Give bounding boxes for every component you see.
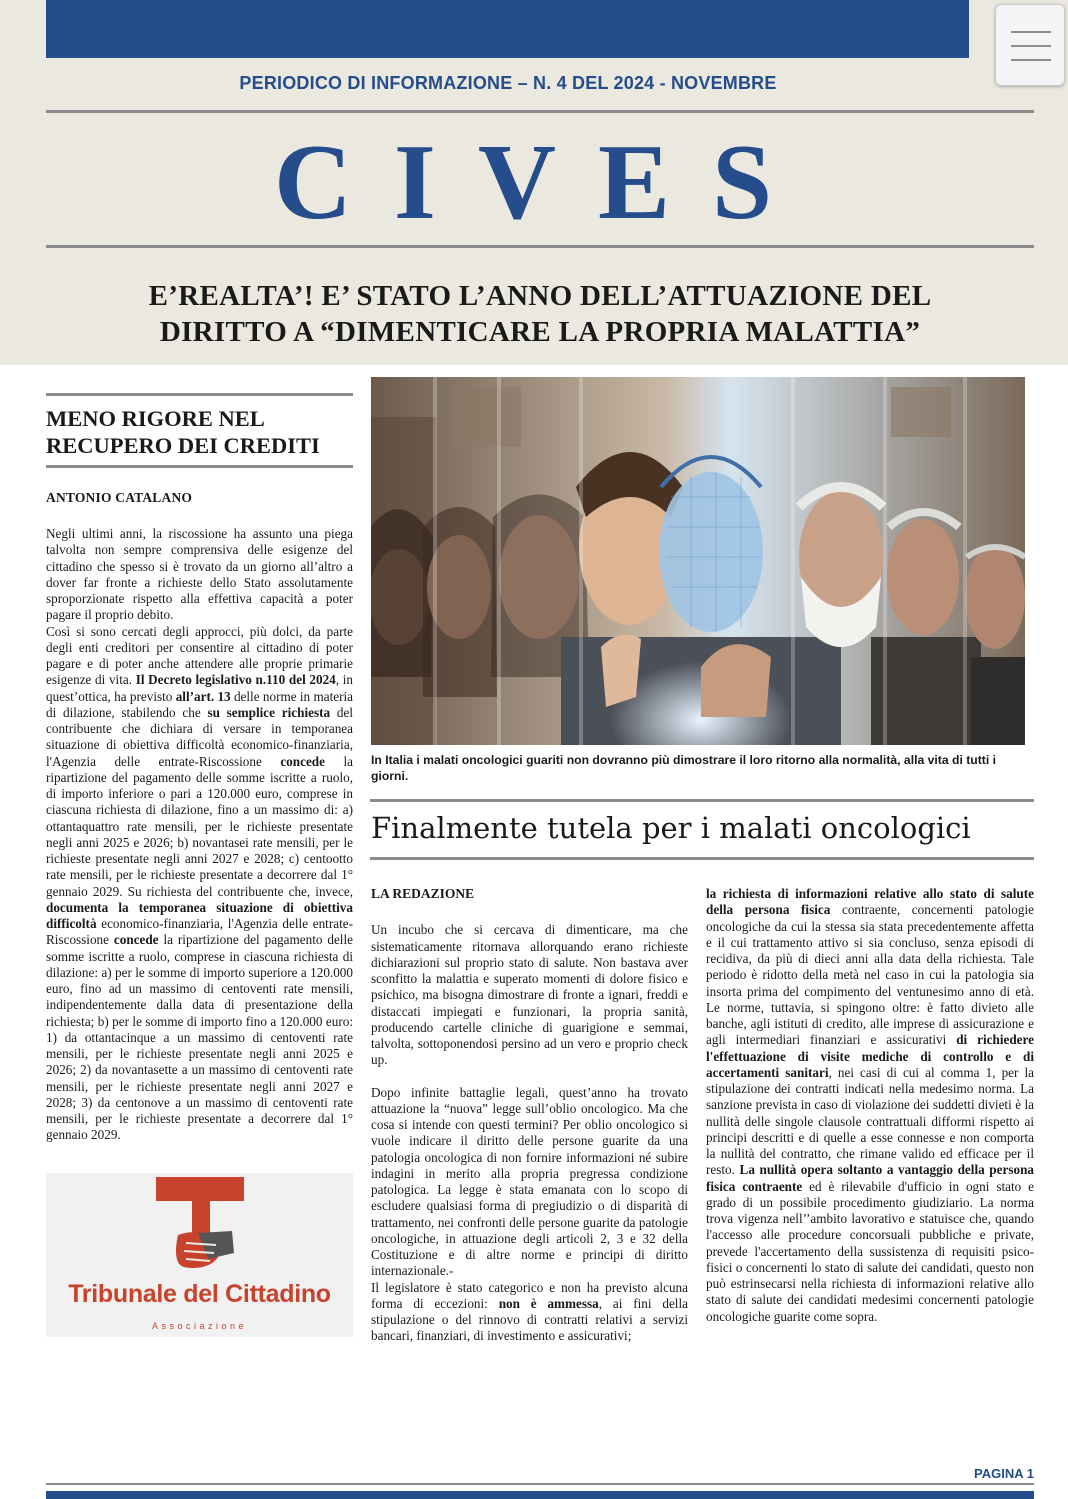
- main-article-column-1: [371, 886, 688, 1345]
- gavel-hand-icon: [46, 1173, 353, 1283]
- menu-line: [1011, 59, 1051, 61]
- divider: [370, 857, 1034, 860]
- article-photo: [371, 377, 1025, 745]
- photo-caption: In Italia i malati oncologici guariti non dovranno più dimostrare il loro ritorno alla normalità, alla vita di tutti i giorni.: [371, 753, 997, 783]
- logo-name: Tribunale del Cittadino: [68, 1280, 331, 1308]
- newspaper-title: CIVES: [273, 123, 815, 242]
- paragraph: Il legislatore è stato categorico e non ha previsto alcuna forma di eccezioni: non è ammessa, ai fini della stipulazione o del rinnovo di contratti relativi a servizi bancari, finanziari, di investimento e assicurativi;: [371, 1279, 688, 1344]
- paragraph: Così si sono cercati degli approcci, più dolci, da parte degli enti creditori per consentire al cittadino di poter pagare e di poter anche attendere alle proprie primarie esigenze di vita. Il Decreto legislativo n.110 del 2024, in quest’ottica, ha previsto all’art. 13 delle norme in materia di dilazione, stabilendo che su semplice richiesta del contribuente che dichiara di versare in temporanea situazione di obiettiva difficoltà economico-finanziaria, l'Agenzia delle entrate-Riscossione concede la ripartizione del pagamento delle somme iscritte a ruolo, di importo inferiore o pari a 120.000 euro, comprese in ciascuna richiesta di dilazione, fino a un massimo di: a) ottantaquattro rate mensili, per le richieste presentate negli anni 2025 e 2026; b) novantasei rate mensili, per le richieste presentate negli anni 2027 e 2028; c) centootto rate mensili, per le richieste presentate a decorrere dal 1° gennaio 2029. Su richiesta del contribuente che, invece, documenta la temporanea situazione di obiettiva difficoltà economico-finanziaria, l'Agenzia delle entrate-Riscossione concede la ripartizione del pagamento delle somme iscritte a ruolo, comprese in ciascuna richiesta di dilazione: a) per le somme di importo superiore a 120.000 euro, fino ad un massimo di centoventi rate mensili, indipendentemente dalla data di presentazione della richiesta; b) per le somme di importo fino a 120.000 euro: 1) da ottantacinque a un massimo di centoventi rate mensili, per le richieste presentate negli anni 2025 e 2026; 2) da novantasette a un massimo di centoventi rate mensili, per le richieste presentate negli anni 2027 e 2028; 3) da centonove a un massimo di centoventi rate mensili, per le richieste presentate a decorrere dal 1° gennaio 2029.: [46, 623, 353, 1143]
- masthead: [0, 0, 1068, 365]
- main-article-title: Finalmente tutela per i malati oncologici: [371, 811, 971, 845]
- top-banner-bar: [46, 0, 969, 58]
- headline-line: E’REALTA’! E’ STATO L’ANNO DELL’ATTUAZIONE DEL: [148, 280, 932, 312]
- main-article-author: LA REDAZIONE: [371, 886, 475, 901]
- headline-line: DIRITTO A “DIMENTICARE LA PROPRIA MALATTIA”: [159, 316, 921, 348]
- paragraph: Negli ultimi anni, la riscossione ha assunto una piega talvolta non sempre comprensiva delle esigenze del cittadino che spesso si è trovato da un giorno all’altro a dover far fronte a richieste dello Stato assolutamente sproporzionate rispetto alla effettiva capacità a poter pagare il proprio debito.: [46, 526, 353, 623]
- left-article-title: MENO RIGORE NEL RECUPERO DEI CREDITI: [46, 406, 320, 458]
- divider: [46, 245, 1034, 248]
- divider: [370, 799, 1034, 802]
- left-article-body: [46, 526, 353, 1144]
- main-headline: [40, 278, 1040, 350]
- tribunale-logo: [46, 1173, 353, 1337]
- paragraph: la richiesta di informazioni relative allo stato di salute della persona fisica contraente, concernenti patologie oncologiche da cui la stessa sia stata precedentemente affetta e il cui trattamento attivo si sia concluso, senza episodi di recidiva, da più di dieci anni alla data della richiesta. Tale periodo è ridotto della metà nel caso in cui la patologia sia insorta prima del compimento del ventunesimo anno di età. Le norme, tuttavia, si spingono oltre: è fatto divieto alle banche, agli istituti di credito, alle imprese di assicurazione e agli intermediari finanziari e assicurativi di richiedere l'effettuazione di visite mediche di controllo e di accertamenti sanitari, nei casi di cui al comma 1, per la stipulazione dei contratti indicati nella medesimo norma. La sanzione prevista in caso di violazione dei suddetti divieti è la nullità delle singole clausole contrattuali difformi rispetto ai principi descritti e di quelle a esse connesse e non comporta la nullità del contratto, che rimane valido ed efficace per il resto. La nullità opera soltanto a vantaggio della persona fisica contraente ed è rilevabile d'ufficio in ogni stato e grado di un possibile procedimento giudiziario. La norma trova vigenza nell’’ambito lavorativo e statuisce che, quando l'accesso alle procedure concorsuali pubbliche e private, prevede l'accertamento della sussistenza di requisiti psico-fisici o concernenti lo stato di salute dei candidati, questo non può estrinsecarsi nella richiesta di informazioni relative allo stato di salute dei candidati medesimi concernenti patologie oncologiche guarite come sopra.: [706, 886, 1034, 1324]
- divider: [46, 465, 353, 468]
- divider: [46, 1483, 1034, 1485]
- issue-info: PERIODICO DI INFORMAZIONE – N. 4 DEL 2024 - NOVEMBRE: [239, 73, 777, 93]
- faces-illustration: [371, 377, 1025, 745]
- footer-bar: [46, 1491, 1034, 1499]
- paragraph: Dopo infinite battaglie legali, quest’anno ha trovato attuazione la “nuova” legge sull’oblio oncologico. Ma che cosa si intende con questi termini? Per oblio oncologico si vuole indicare il diritto delle persone guarite da una patologia oncologica di non fornire informazioni né subire indagini in merito alla propria pregressa condizione patologica. La legge è stata emanata con lo scopo di escludere qualsiasi forma di pregiudizio o di disparità di trattamento, nei confronti delle persone guarite da patologie oncologiche, in attuazione degli articoli 2, 3 e 32 della Costituzione e di altre norme e principi di diritto internazionale.-: [371, 1084, 688, 1279]
- main-article-column-2: [706, 886, 1034, 1325]
- divider: [46, 110, 1034, 113]
- menu-line: [1011, 31, 1051, 33]
- page-number: PAGINA 1: [974, 1466, 1034, 1481]
- paragraph: Un incubo che si cercava di dimenticare, ma che sistematicamente ritornava allorquando erano richieste dichiarazioni sul proprio stato di salute. Non bastava aver sconfitto la malattia e superato momenti di dolore fisico e psichico, ma bisogna dimostrare di fronte a ignari, freddi e distaccati impiegati e funzionari, la propria sanità, producendo cartelle cliniche di guarigione e semmai, talvolta, sottoponendosi persino ad un vero e proprio check up.: [371, 922, 688, 1068]
- left-article-author: ANTONIO CATALANO: [46, 490, 193, 505]
- left-article: [46, 393, 353, 1144]
- logo-subtitle: Associazione: [151, 1321, 248, 1331]
- menu-line: [1011, 45, 1051, 47]
